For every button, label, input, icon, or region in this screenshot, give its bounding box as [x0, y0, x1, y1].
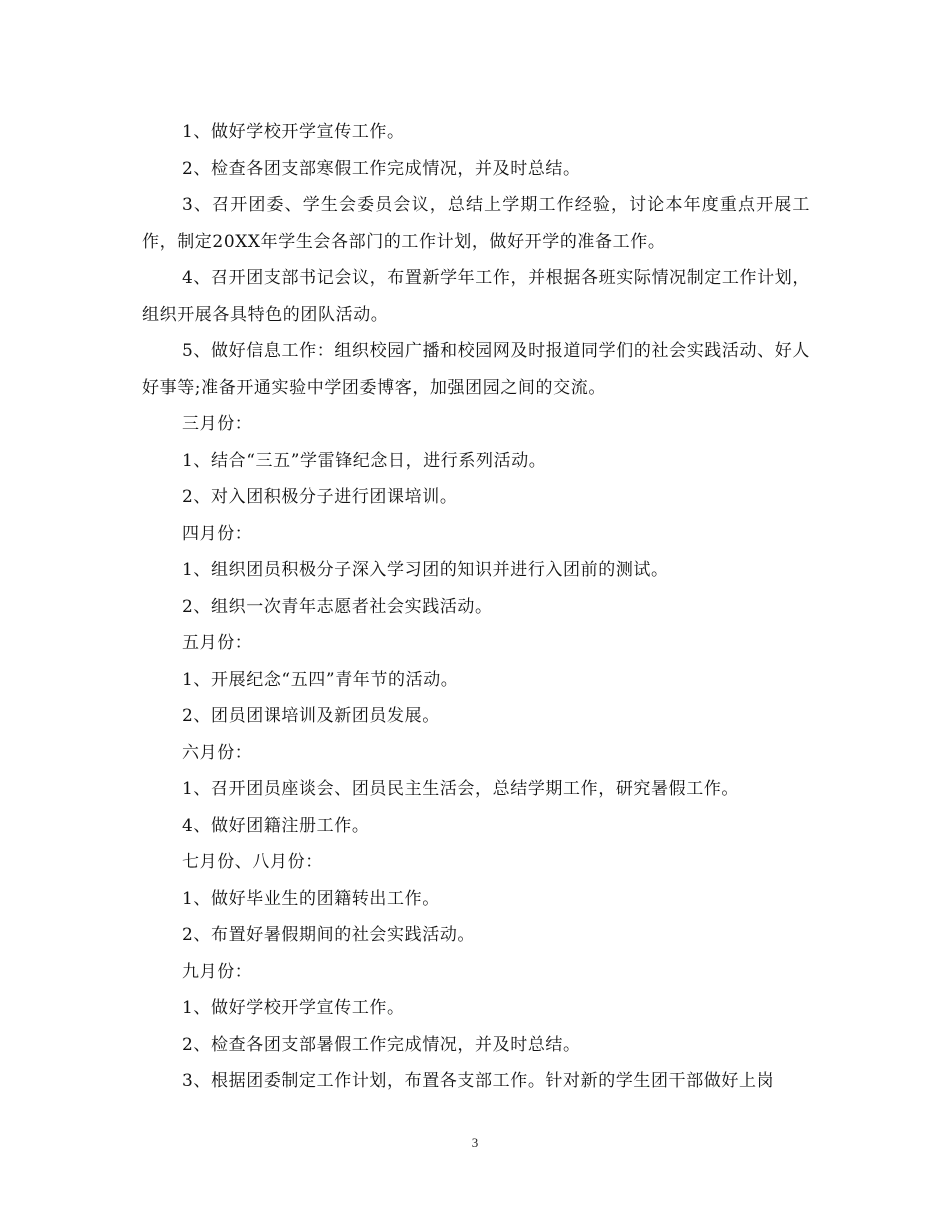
- paragraph: 4、做好团籍注册工作。: [182, 815, 370, 836]
- section-heading: 三月份：: [182, 414, 253, 434]
- paragraph: 1、做好学校开学宣传工作。: [182, 998, 405, 1018]
- section-heading: 四月份：: [182, 523, 253, 544]
- paragraph: 3、召开团委、学生会委员会议，总结上学期工作经验，讨论本年度重点开展工作，制定20XX年学生会各部门的工作计划，做好开学的准备工作。: [142, 195, 810, 252]
- document-body: [142, 114, 810, 1100]
- paragraph: 5、做好信息工作：组织校园广播和校园网及时报道同学们的社会实践活动、好人好事等;准备开通实验中学团委博客，加强团园之间的交流。: [142, 341, 810, 398]
- paragraph: 1、做好毕业生的团籍转出工作。: [182, 888, 440, 909]
- paragraph: 2、组织一次青年志愿者社会实践活动。: [182, 596, 493, 617]
- paragraph: 1、做好学校开学宣传工作。: [182, 122, 405, 142]
- paragraph: 2、检查各团支部寒假工作完成情况，并及时总结。: [182, 158, 581, 179]
- paragraph: 2、对入团积极分子进行团课培训。: [182, 487, 458, 507]
- section-heading: 五月份：: [182, 633, 253, 653]
- paragraph: 2、检查各团支部暑假工作完成情况，并及时总结。: [182, 1034, 581, 1055]
- section-heading: 六月份：: [182, 742, 253, 763]
- page-number: 3: [471, 1135, 479, 1150]
- paragraph: 1、组织团员积极分子深入学习团的知识并进行入团前的测试。: [182, 560, 669, 580]
- paragraph: 4、召开团支部书记会议，布置新学年工作，并根据各班实际情况制定工作计划，组织开展各具特色的团队活动。: [142, 268, 810, 325]
- paragraph: 1、召开团员座谈会、团员民主生活会，总结学期工作，研究暑假工作。: [182, 779, 740, 799]
- paragraph: 2、布置好暑假期间的社会实践活动。: [182, 925, 476, 945]
- paragraph: 1、结合“三五”学雷锋纪念日，进行系列活动。: [182, 450, 547, 471]
- section-heading: 九月份：: [182, 961, 253, 982]
- paragraph: 1、开展纪念“五四”青年节的活动。: [182, 669, 459, 690]
- paragraph: 3、根据团委制定工作计划，布置各支部工作。针对新的学生团干部做好上岗: [182, 1071, 775, 1091]
- section-heading: 七月份、八月份：: [182, 852, 323, 872]
- paragraph: 2、团员团课培训及新团员发展。: [182, 706, 440, 726]
